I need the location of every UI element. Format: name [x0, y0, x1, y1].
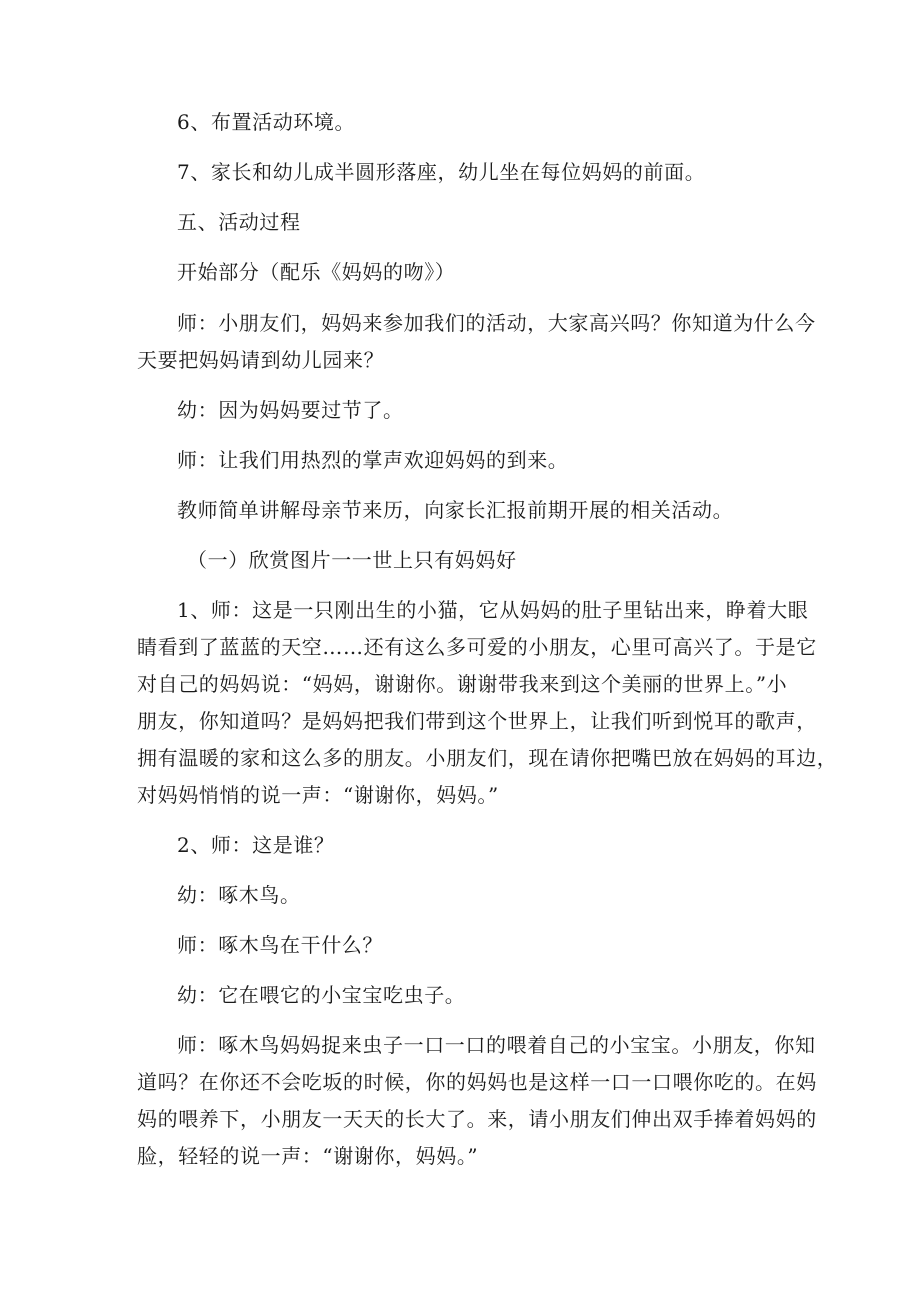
paragraph-item-1	[177, 592, 808, 629]
dialogue-teacher-continued	[137, 342, 384, 379]
text-line: 师：啄木鸟妈妈捉来虫子一口一口的喂着自己的小宝宝。小朋友，你知	[177, 1033, 816, 1057]
text-line: 五、活动过程	[177, 210, 301, 234]
subsection-heading	[187, 542, 517, 579]
dialogue-teacher	[177, 927, 383, 964]
text-line: 2、师：这是谁？	[177, 833, 335, 857]
paragraph-text	[177, 492, 733, 529]
text-line: 天要把妈妈请到幼儿园来？	[137, 348, 385, 372]
subsection-heading	[177, 254, 455, 291]
text-line: 师：小朋友们，妈妈来参加我们的活动，大家高兴吗？你知道为什么今	[177, 311, 816, 335]
text-line: 师：啄木鸟在干什么？	[177, 933, 383, 957]
text-line: 拥有温暖的家和这么多的朋友。小朋友们，现在请你把嘴巴放在妈妈的耳边，	[137, 746, 838, 770]
text-line: （一）欣赏图片一一世上只有妈妈好	[187, 548, 517, 572]
text-line: 7、家长和幼儿成半圆形落座，幼儿坐在每位妈妈的前面。	[177, 160, 706, 184]
paragraph-item-6	[177, 104, 355, 141]
dialogue-child	[177, 392, 404, 429]
paragraph-item-1-continued	[137, 629, 837, 814]
dialogue-teacher	[177, 442, 568, 479]
text-line: 1、师：这是一只刚出生的小猫，它从妈妈的肚子里钻出来，睁着大眼	[177, 598, 809, 622]
dialogue-teacher-continued	[137, 1064, 817, 1175]
text-line: 睛看到了蓝蓝的天空……还有这么多可爱的小朋友，心里可高兴了。于是它	[137, 635, 817, 659]
text-line: 脸，轻轻的说一声：“谢谢你，妈妈。”	[137, 1144, 479, 1168]
text-line: 师：让我们用热烈的掌声欢迎妈妈的到来。	[177, 448, 569, 472]
dialogue-teacher	[177, 1027, 816, 1064]
text-line: 开始部分（配乐《妈妈的吻》）	[177, 260, 456, 284]
text-line: 妈的喂养下，小朋友一天天的长大了。来，请小朋友们伸出双手捧着妈妈的	[137, 1107, 817, 1131]
text-line: 朋友，你知道吗？是妈妈把我们带到这个世界上，让我们听到悦耳的歌声，	[137, 709, 817, 733]
text-line: 对妈妈悄悄的说一声：“谢谢你，妈妈。”	[137, 783, 499, 807]
text-line: 道吗？在你还不会吃坂的时候，你的妈妈也是这样一口一口喂你吃的。在妈	[137, 1070, 817, 1094]
dialogue-child	[177, 977, 465, 1014]
text-line: 6、布置活动环境。	[177, 110, 356, 134]
text-line: 对自己的妈妈说：“妈妈，谢谢你。谢谢带我来到这个美丽的世界上。”小	[137, 672, 788, 696]
dialogue-teacher	[177, 305, 816, 342]
text-line: 幼：因为妈妈要过节了。	[177, 398, 404, 422]
text-line: 教师简单讲解母亲节来历，向家长汇报前期开展的相关活动。	[177, 498, 734, 522]
text-line: 幼：它在喂它的小宝宝吃虫子。	[177, 983, 466, 1007]
paragraph-item-2	[177, 827, 335, 864]
text-line: 幼：啄木鸟。	[177, 883, 301, 907]
dialogue-child	[177, 877, 301, 914]
paragraph-item-7	[177, 154, 705, 191]
section-heading	[177, 204, 301, 241]
